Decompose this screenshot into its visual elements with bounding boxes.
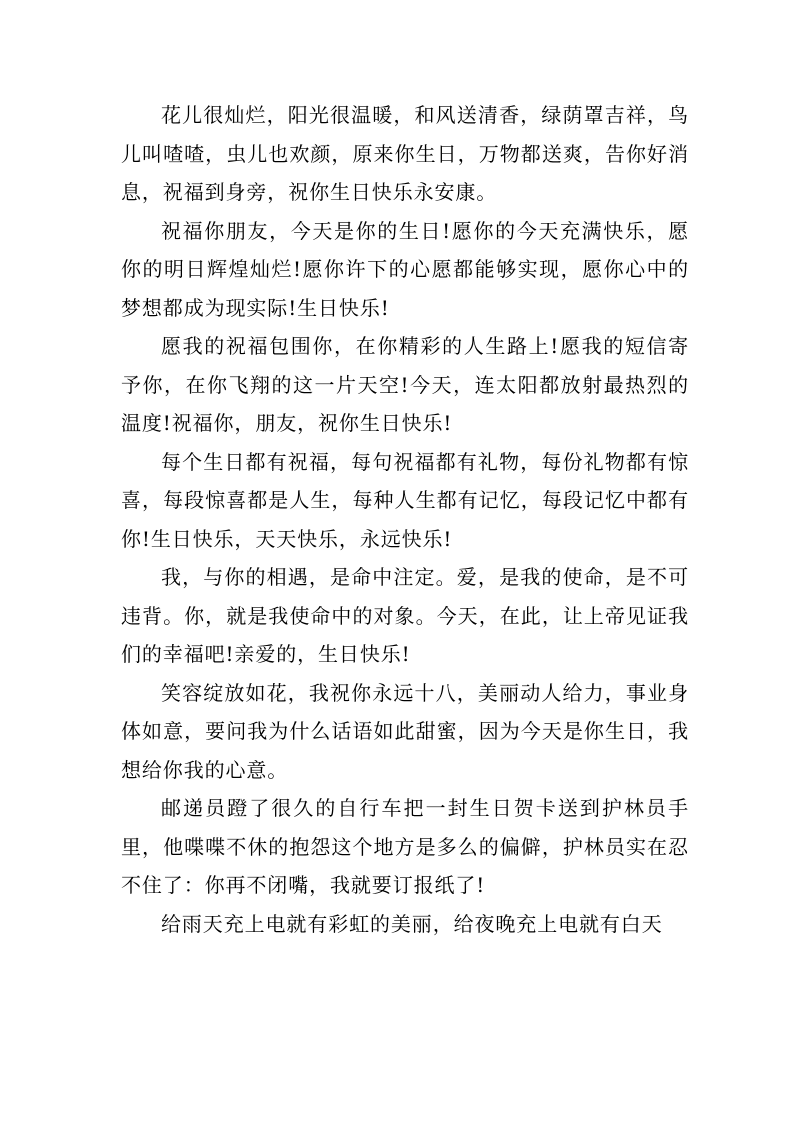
paragraph: 每个生日都有祝福，每句祝福都有礼物，每份礼物都有惊喜，每段惊喜都是人生，每种人生都有记忆，每段记忆中都有你!生日快乐，天天快乐，永远快乐! bbox=[121, 449, 689, 551]
paragraph: 花儿很灿烂，阳光很温暖，和风送清香，绿荫罩吉祥，鸟儿叫喳喳，虫儿也欢颜，原来你生日，万物都送爽，告你好消息，祝福到身旁，祝你生日快乐永安康。 bbox=[121, 103, 689, 204]
paragraph: 邮递员蹬了很久的自行车把一封生日贺卡送到护林员手里，他喋喋不休的抱怨这个地方是多么的偏僻，护林员实在忍不住了：你再不闭嘴，我就要订报纸了! bbox=[121, 796, 689, 897]
document-body bbox=[121, 96, 689, 943]
paragraph: 愿我的祝福包围你，在你精彩的人生路上!愿我的短信寄予你，在你飞翔的这一片天空!今天，连太阳都放射最热烈的温度!祝福你，朋友，祝你生日快乐! bbox=[121, 334, 689, 435]
paragraph: 给雨天充上电就有彩虹的美丽，给夜晚充上电就有白天 bbox=[161, 911, 663, 936]
paragraph: 笑容绽放如花，我祝你永远十八，美丽动人给力，事业身体如意，要问我为什么话语如此甜蜜，因为今天是你生日，我想给你我的心意。 bbox=[121, 680, 689, 782]
paragraph: 祝福你朋友，今天是你的生日!愿你的今天充满快乐，愿你的明日辉煌灿烂!愿你许下的心愿都能够实现，愿你心中的梦想都成为现实际!生日快乐! bbox=[121, 218, 689, 320]
paragraph: 我，与你的相遇，是命中注定。爱，是我的使命，是不可违背。你，就是我使命中的对象。今天，在此，让上帝见证我们的幸福吧!亲爱的，生日快乐! bbox=[121, 565, 689, 666]
